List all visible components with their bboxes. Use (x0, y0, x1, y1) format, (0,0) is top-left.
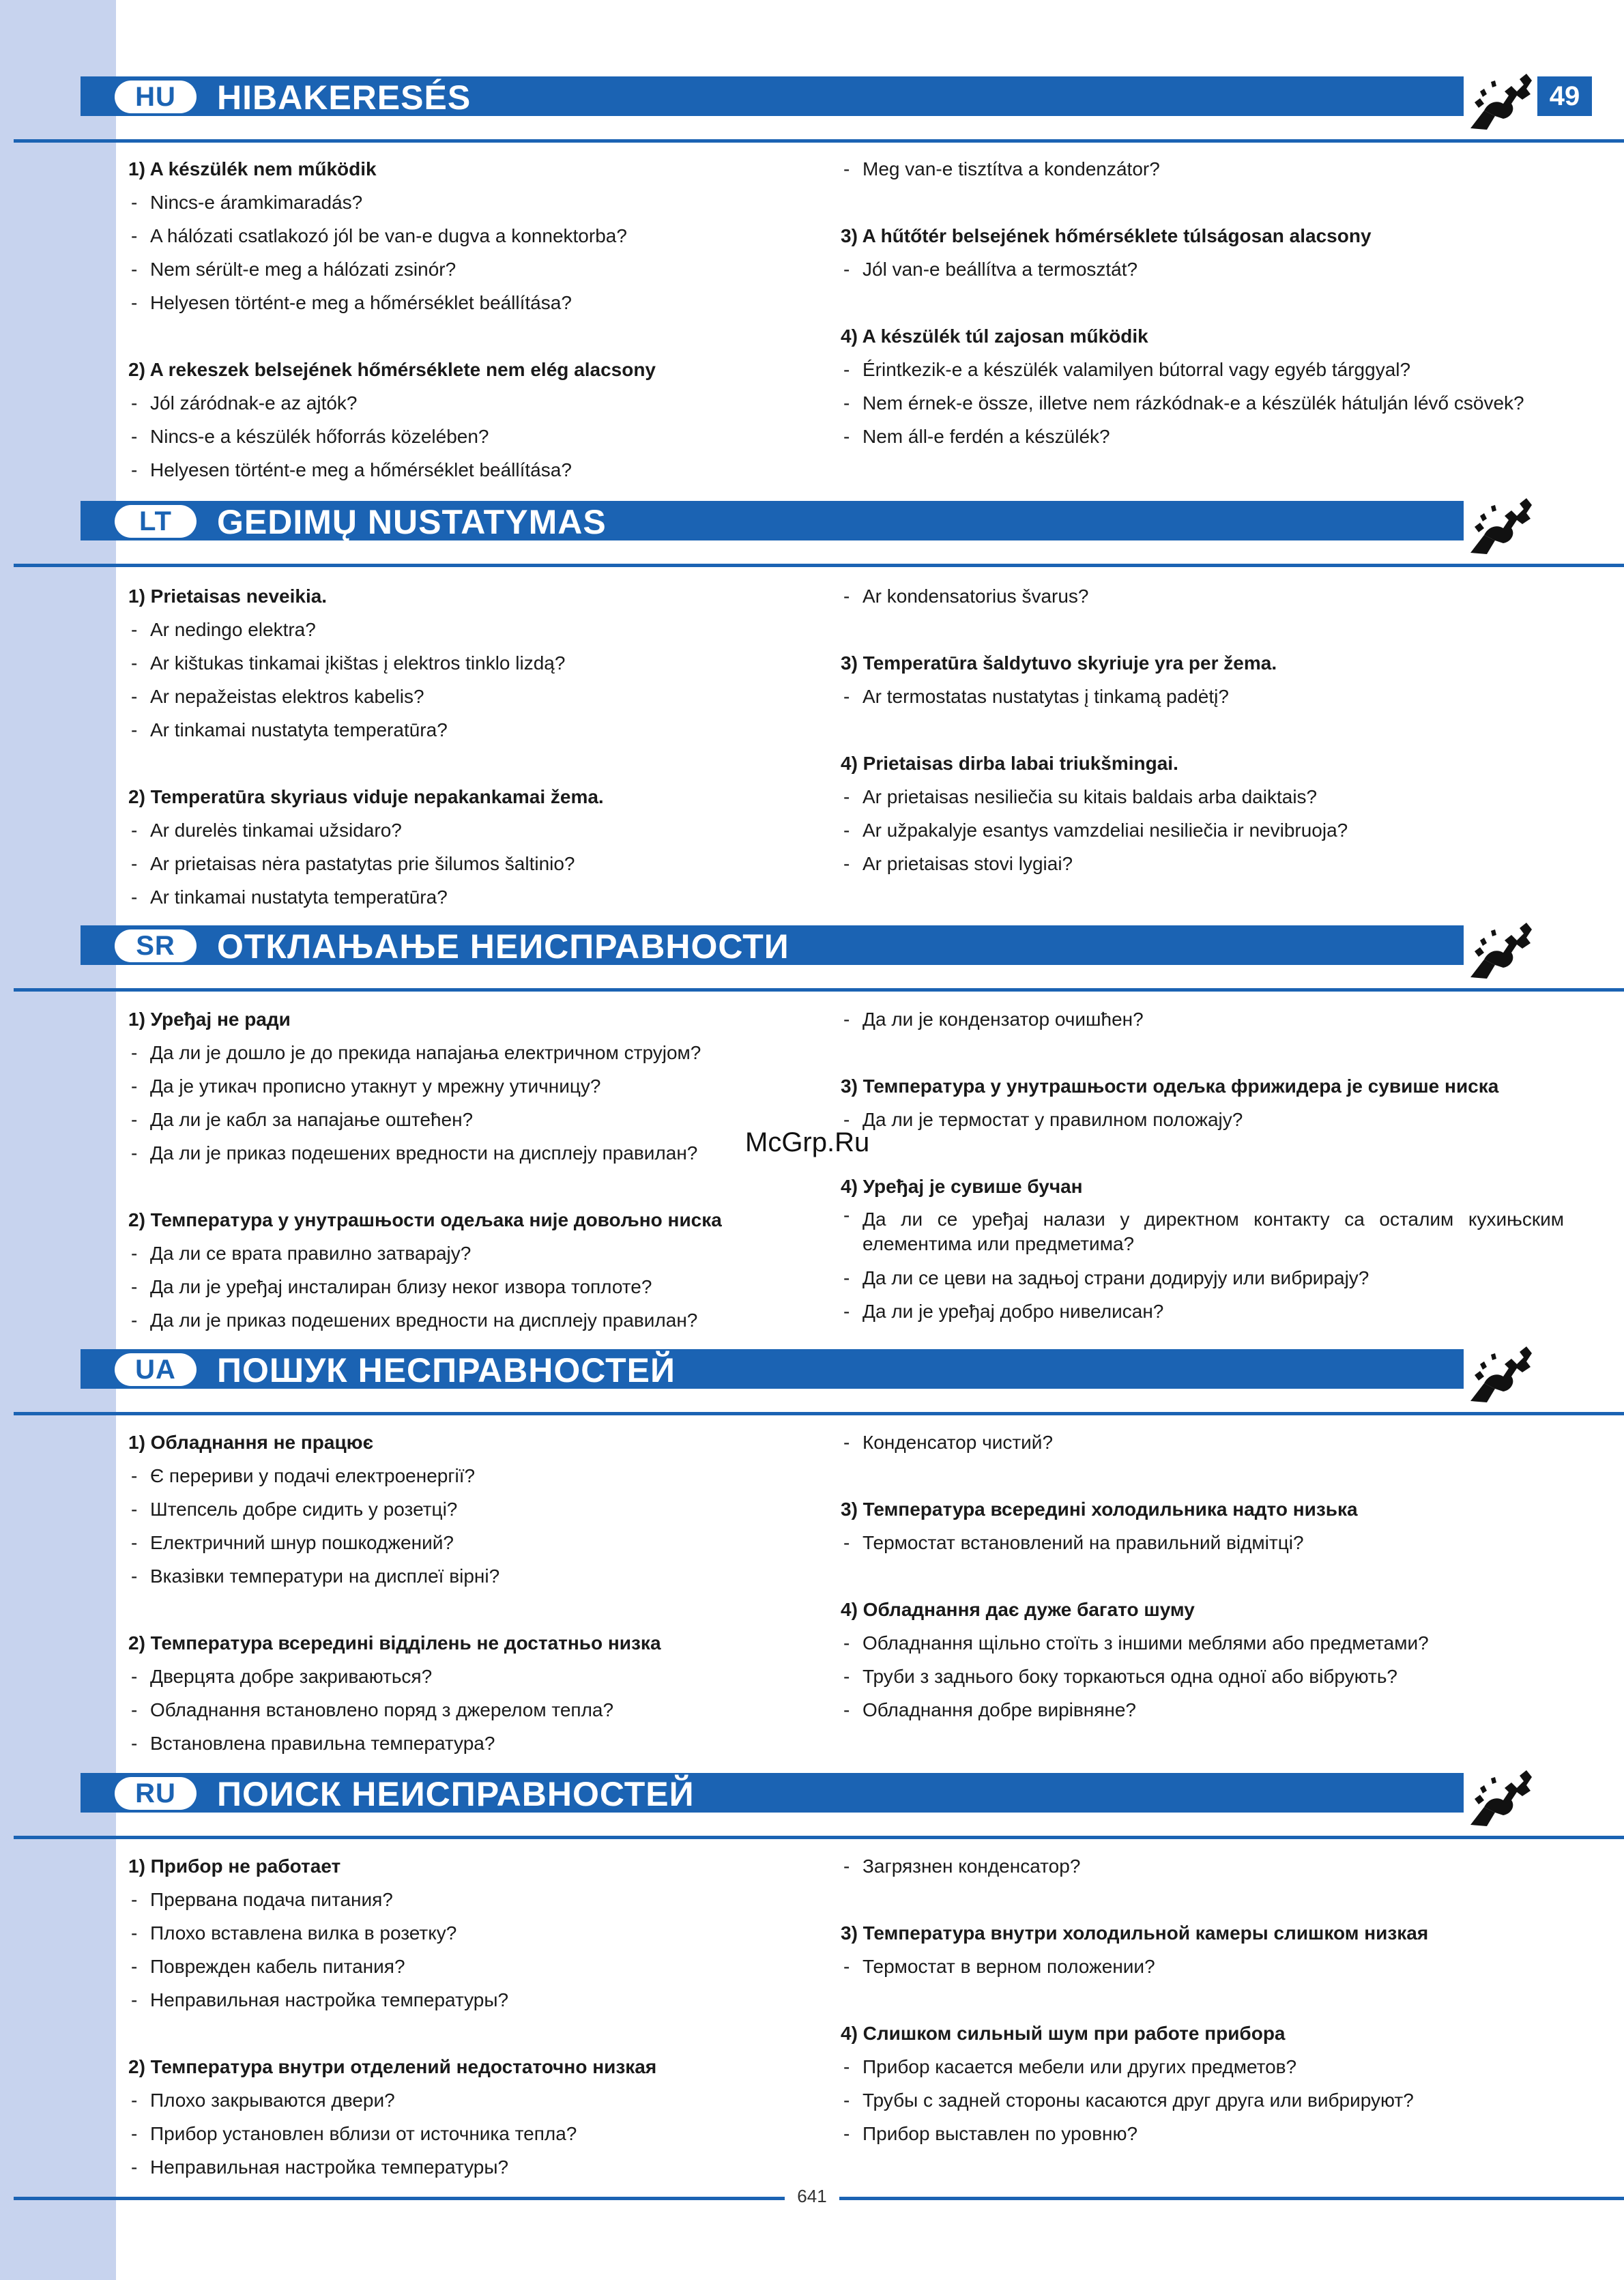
check-item: - Ar užpakalyje esantys vamzdeliai nesiliečia ir nevibruoja? (841, 813, 1564, 847)
check-item: - A hálózati csatlakozó jól be van-e dugva a konnektorba? (128, 219, 811, 252)
issue-group (841, 1492, 1564, 1559)
check-item: - Nincs-e a készülék hőforrás közelében? (128, 420, 811, 453)
check-item: - Є перериви у подачі електроенергії? (128, 1459, 811, 1492)
check-item: - Ar durelės tinkamai užsidaro? (128, 813, 811, 847)
check-item: - Ar prietaisas nesiliečia su kitais baldais arba daiktais? (841, 780, 1564, 813)
issue-group (128, 780, 811, 914)
language-code-badge: LT (115, 505, 197, 538)
issue-heading: 2) Температура у унутрашњости одељака није довољно ниска (128, 1209, 722, 1230)
column-left (128, 579, 811, 914)
check-item: - Да ли је кондензатор очишћен? (841, 1002, 1564, 1036)
check-item: - Термостат встановлений на правильний відмітці? (841, 1526, 1564, 1559)
issue-heading: 1) Уређај не ради (128, 1009, 291, 1030)
issue-group (841, 747, 1564, 880)
check-item: - Прибор касается мебели или других предметов? (841, 2050, 1564, 2083)
check-item: - Helyesen történt-e meg a hőmérséklet beállítása? (128, 453, 811, 487)
issue-group (841, 1916, 1564, 1983)
issue-heading: 1) Prietaisas neveikia. (128, 586, 328, 607)
check-item: - Jól záródnak-e az ajtók? (128, 386, 811, 420)
issue-heading: 4) Уређај је сувише бучан (841, 1176, 1083, 1197)
issue-heading: 3) Температура внутри холодильной камеры слишком низкая (841, 1922, 1429, 1944)
check-item: - Прибор выставлен по уровню? (841, 2117, 1564, 2150)
check-item: - Прервана подача питания? (128, 1883, 811, 1916)
check-item: - Неправильная настройка температуры? (128, 2150, 811, 2184)
check-item: - Загрязнен конденсатор? (841, 1849, 1564, 1883)
check-item: - Ar tinkamai nustatyta temperatūra? (128, 880, 811, 914)
issue-group (128, 1849, 811, 2017)
issue-group (841, 646, 1564, 713)
issue-heading: 1) Прибор не работает (128, 1856, 341, 1877)
check-item: - Поврежден кабель питания? (128, 1950, 811, 1983)
issue-heading: 1) Обладнання не працює (128, 1432, 374, 1453)
check-item: - Обладнання встановлено поряд з джерелом тепла? (128, 1693, 811, 1727)
check-item: - Неправильная настройка температуры? (128, 1983, 811, 2017)
check-item: - Да ли је кабл за напајање оштећен? (128, 1103, 811, 1136)
column-right (841, 1002, 1564, 1328)
check-item: - Вказівки температури на дисплеї вірні? (128, 1559, 811, 1593)
column-left (128, 1426, 811, 1760)
wrench-hand-icon (1464, 1758, 1537, 1832)
check-item: - Да ли је приказ подешених вредности на дисплеју правилан? (128, 1303, 811, 1337)
page-number: 49 (1537, 76, 1592, 116)
footer-line-left (14, 2197, 785, 2200)
check-item: - Ar nepažeistas elektros kabelis? (128, 680, 811, 713)
issue-group (841, 1069, 1564, 1136)
check-item: - Обладнання добре вирівняне? (841, 1693, 1564, 1727)
issue-group (841, 319, 1564, 453)
check-item: - Ar tinkamai nustatyta temperatūra? (128, 713, 811, 747)
check-item: - Да ли је приказ подешених вредности на дисплеју правилан? (128, 1136, 811, 1170)
check-item: - Ar termostatas nustatytas į tinkamą padėtį? (841, 680, 1564, 713)
check-item: - Да ли је уређај инсталиран близу неког извора топлоте? (128, 1270, 811, 1303)
check-item: - Прибор установлен вблизи от источника тепла? (128, 2117, 811, 2150)
issue-group (841, 1593, 1564, 1727)
check-item: - Ar kištukas tinkamai įkištas į elektros tinklo lizdą? (128, 646, 811, 680)
issue-heading: 2) Температура всередині відділень не достатньо низка (128, 1632, 661, 1654)
check-item: - Jól van-e beállítva a termosztát? (841, 252, 1564, 286)
issue-group (128, 152, 811, 319)
issue-heading: 4) Prietaisas dirba labai triukšmingai. (841, 753, 1178, 774)
issue-group (841, 1002, 1564, 1036)
check-item: - Встановлена правильна температура? (128, 1727, 811, 1760)
issue-group (128, 1626, 811, 1760)
check-item: - Да ли је термостат у правилном положају? (841, 1103, 1564, 1136)
footer-line-right (839, 2197, 1624, 2200)
section-title: ПОШУК НЕСПРАВНОСТЕЙ (217, 1351, 676, 1389)
section-rule (14, 564, 1624, 567)
section-title: HIBAKERESÉS (217, 78, 472, 117)
check-item: - Плохо вставлена вилка в розетку? (128, 1916, 811, 1950)
issue-heading: 4) A készülék túl zajosan működik (841, 326, 1148, 347)
column-left (128, 152, 811, 487)
check-item: - Штепсель добре сидить у розетці? (128, 1492, 811, 1526)
wrench-hand-icon (1464, 61, 1537, 135)
section-rule (14, 1836, 1624, 1839)
section-title: GEDIMŲ NUSTATYMAS (217, 503, 607, 541)
check-item: - Ar prietaisas stovi lygiai? (841, 847, 1564, 880)
check-item: - Труби з заднього боку торкаються одна одної або вібрують? (841, 1660, 1564, 1693)
section-rule (14, 1412, 1624, 1415)
check-item: - Nincs-e áramkimaradás? (128, 186, 811, 219)
issue-heading: 4) Обладнання дає дуже багато шуму (841, 1599, 1195, 1620)
check-item: - Nem érnek-e össze, illetve nem rázkódnak-e a készülék hátulján lévő csövek? (841, 386, 1564, 420)
check-item: - Да ли је дошло је до прекида напајања електричном струјом? (128, 1036, 811, 1069)
check-item: - Ar nedingo elektra? (128, 613, 811, 646)
issue-group (841, 1426, 1564, 1459)
issue-group (128, 579, 811, 747)
check-item: - Дверцята добре закриваються? (128, 1660, 811, 1693)
issue-group (841, 152, 1564, 186)
column-right (841, 579, 1564, 880)
issue-group (841, 2017, 1564, 2150)
check-item: - Електричний шнур пошкоджений? (128, 1526, 811, 1559)
left-margin-strip (0, 0, 116, 2280)
check-item: - Да ли се цеви на задњој страни додирују или вибрирају? (841, 1261, 1564, 1295)
language-code-badge: UA (115, 1353, 197, 1386)
language-code-badge: SR (115, 929, 197, 962)
check-item: - Да ли се уређај налази у директном контакту са осталим кухињским елементима или предметима? (841, 1203, 1564, 1261)
section-title: ОТКЛАЊАЊЕ НЕИСПРАВНОСТИ (217, 927, 789, 966)
watermark: McGrp.Ru (745, 1127, 870, 1157)
issue-heading: 2) Temperatūra skyriaus viduje nepakankamai žema. (128, 786, 604, 807)
column-left (128, 1849, 811, 2184)
check-item: - Helyesen történt-e meg a hőmérséklet beállítása? (128, 286, 811, 319)
check-item: - Да је утикач прописно утакнут у мрежну утичницу? (128, 1069, 811, 1103)
language-code-badge: RU (115, 1777, 197, 1810)
issue-group (128, 1426, 811, 1593)
column-right (841, 152, 1564, 453)
column-left (128, 1002, 811, 1337)
column-right (841, 1849, 1564, 2150)
issue-group (128, 353, 811, 487)
wrench-hand-icon (1464, 1334, 1537, 1408)
check-item: - Конденсатор чистий? (841, 1426, 1564, 1459)
issue-heading: 2) Температура внутри отделений недостаточно низкая (128, 2056, 657, 2077)
section-title: ПОИСК НЕИСПРАВНОСТЕЙ (217, 1775, 695, 1813)
check-item: - Термостат в верном положении? (841, 1950, 1564, 1983)
issue-group (128, 1203, 811, 1337)
wrench-hand-icon (1464, 910, 1537, 984)
issue-heading: 3) A hűtőtér belsejének hőmérséklete túlságosan alacsony (841, 225, 1372, 246)
check-item: - Ar kondensatorius švarus? (841, 579, 1564, 613)
issue-group (841, 219, 1564, 286)
issue-heading: 2) A rekeszek belsejének hőmérséklete nem elég alacsony (128, 359, 656, 380)
issue-group (841, 1170, 1564, 1328)
issue-group (128, 2050, 811, 2184)
footer-page-number: 641 (797, 2186, 827, 2206)
issue-group (841, 579, 1564, 613)
check-item: - Nem sérült-e meg a hálózati zsinór? (128, 252, 811, 286)
check-item: - Да ли се врата правилно затварају? (128, 1237, 811, 1270)
check-item: - Ar prietaisas nėra pastatytas prie šilumos šaltinio? (128, 847, 811, 880)
check-item: - Nem áll-e ferdén a készülék? (841, 420, 1564, 453)
issue-group (841, 1849, 1564, 1883)
issue-heading: 1) A készülék nem működik (128, 158, 377, 179)
issue-heading: 3) Temperatūra šaldytuvo skyriuje yra per žema. (841, 652, 1277, 674)
issue-heading: 4) Слишком сильный шум при работе прибора (841, 2023, 1286, 2044)
check-item: - Meg van-e tisztítva a kondenzátor? (841, 152, 1564, 186)
column-right (841, 1426, 1564, 1727)
language-code-badge: HU (115, 81, 197, 113)
issue-heading: 3) Температура у унутрашњости одељка фрижидера је сувише ниска (841, 1076, 1499, 1097)
check-item: - Обладнання щільно стоїть з іншими меблями або предметами? (841, 1626, 1564, 1660)
wrench-hand-icon (1464, 486, 1537, 560)
issue-group (128, 1002, 811, 1170)
section-rule (14, 139, 1624, 143)
issue-heading: 3) Температура всередині холодильника надто низька (841, 1499, 1358, 1520)
section-rule (14, 988, 1624, 992)
check-item: - Да ли је уређај добро нивелисан? (841, 1295, 1564, 1328)
check-item: - Плохо закрываются двери? (128, 2083, 811, 2117)
check-item: - Трубы с задней стороны касаются друг друга или вибрируют? (841, 2083, 1564, 2117)
check-item: - Érintkezik-e a készülék valamilyen bútorral vagy egyéb tárggyal? (841, 353, 1564, 386)
